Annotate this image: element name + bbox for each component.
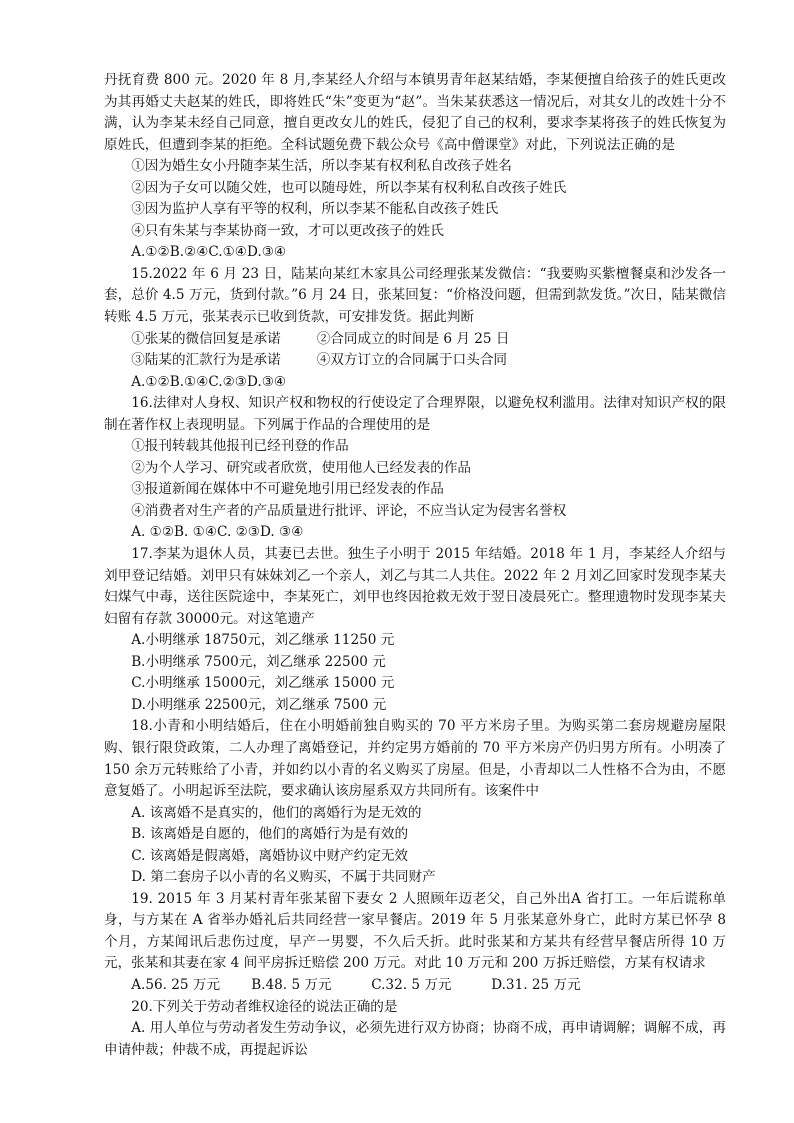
q19-option-d: D.31. 25 万元: [491, 976, 581, 993]
q15-options-row-1: [104, 329, 726, 351]
q17-option-c: C.小明继承 15000元，刘乙继承 15000 元: [131, 675, 395, 692]
q19-option-c: C.32. 5 万元: [371, 976, 452, 993]
q15-option-4: ④双方订立的合同属于口头合同: [316, 352, 508, 369]
q19-option-a: A.56. 25 万元: [131, 976, 221, 993]
q14-option-3: ③因为监护人享有平等的权利，所以李某不能私自改孩子姓氏: [131, 201, 499, 218]
q19-options-row: [104, 975, 726, 997]
q17-option-d: D.小明继承 22500元，刘乙继承 7500 元: [131, 696, 387, 713]
q15-option-1: ①张某的微信回复是承诺: [131, 330, 281, 347]
q15-options-row-2: [104, 350, 726, 372]
q16-stem: 16.法律对人身权、知识产权和物权的行使设定了合理界限，以避免权利滥用。法律对知识产权的限制在著作权上表现明显。下列属于作品的合理使用的是: [104, 395, 726, 433]
q18-stem: 18.小青和小明结婚后，住在小明婚前独自购买的 70 平方米房子里。为购买第二套房规避房屋限购、银行限贷政策，二人办理了离婚登记，并约定男方婚前的 70 平方米房产仍归男方所有。小明凑了 150 余万元转账给了小青，并如约以小青的名义购买了房屋。但是，小青却以二人性格不合为由，不愿意复婚了。小明起诉至法院，要求确认该房屋系双方共同所有。该案件中: [104, 718, 726, 800]
q20-option-a: A. 用人单位与劳动者发生劳动争议，必须先进行双方协商；协商不成，再申请调解；调解不成，再申请仲裁；仲裁不成，再提起诉讼: [104, 1020, 726, 1058]
q16-answers: A. ①②B. ①④C. ②③D. ③④: [131, 524, 304, 541]
q15-stem: 15.2022 年 6 月 23 日，陆某向某红木家具公司经理张某发微信：“我要购买紫檀餐桌和沙发各一套，总价 4.5 万元，货到付款。”6 月 24 日，张某回复：“价格没问题，但需到款发货。”次日，陆某微信转账 4.5 万元，张某表示已收到货款，可安排发货。据此判断: [104, 265, 726, 326]
q16-option-3: ③报道新闻在媒体中不可避免地引用已经发表的作品: [131, 481, 444, 498]
q14-option-2: ②因为子女可以随父姓，也可以随母姓，所以李某有权利私自改孩子姓氏: [131, 179, 567, 196]
q16-option-4: ④消费者对生产者的产品质量进行批评、评论，不应当认定为侵害名誉权: [131, 502, 567, 519]
q14-answers: A.①②B.②④C.①④D.③④: [131, 244, 287, 261]
q18-option-b: B. 该离婚是自愿的，他们的离婚行为是有效的: [131, 826, 409, 843]
q15-answers: A.①②B.①④C.②③D.③④: [131, 373, 287, 390]
q19-option-b: B.48. 5 万元: [251, 976, 332, 993]
q20-stem: 20.下列关于劳动者维权途径的说法正确的是: [131, 998, 398, 1015]
q15-option-2: ②合同成立的时间是 6 月 25 日: [316, 330, 510, 347]
q17-option-a: A.小明继承 18750元，刘乙继承 11250 元: [131, 632, 395, 649]
q17-stem: 17.李某为退休人员，其妻已去世。独生子小明于 2015 年结婚。2018 年 1 月，李某经人介绍与刘甲登记结婚。刘甲只有妹妹刘乙一个亲人，刘乙与其二人共住。2022 年 2 月刘乙回家时发现李某夫妇煤气中毒，送往医院途中，李某死亡，刘甲也终因抢救无效于翌日凌晨死亡。整理遗物时发现李某夫妇留有存款 30000元。对这笔遗产: [104, 546, 726, 627]
q19-stem: 19. 2015 年 3 月某村青年张某留下妻女 2 人照顾年迈老父，自己外出A 省打工。一年后谎称单身，与方某在 A 省举办婚礼后共同经营一家早餐店。2019 年 5 月张某意外身亡，此时方某已怀孕 8 个月，方某闻讯后悲伤过度，早产一男婴，不久后夭折。此时张某和方某共有经营早餐店所得 10 万元，张某和其妻在家 4 间平房拆迁赔偿 200 万元。对此 10 万元和 200 万拆迁赔偿，方某有权请求: [104, 890, 726, 972]
q18-option-c: C. 该离婚是假离婚，离婚协议中财产约定无效: [131, 847, 409, 864]
q16-option-2: ②为个人学习、研究或者欣赏，使用他人已经发表的作品: [131, 459, 472, 476]
q17-option-b: B.小明继承 7500元，刘乙继承 22500 元: [131, 653, 386, 670]
q18-option-a: A. 该离婚不是真实的，他们的离婚行为是无效的: [131, 804, 422, 821]
q14-option-1: ①因为婚生女小丹随李某生活，所以李某有权利私自改孩子姓名: [131, 158, 512, 175]
q18-option-d: D. 第二套房子以小青的名义购买，不属于共同财产: [131, 869, 436, 886]
q14-option-4: ④只有朱某与李某协商一致，才可以更改孩子的姓氏: [131, 222, 444, 239]
q15-option-3: ③陆某的汇款行为是承诺: [131, 352, 281, 369]
q16-option-1: ①报刊转载其他报刊已经刊登的作品: [131, 438, 349, 455]
q14-stem: 丹抚育费 800 元。2020 年 8 月,李某经人介绍与本镇男青年赵某结婚，李某便擅自给孩子的姓氏更改为其再婚丈夫赵某的姓氏，即将姓氏“朱”变更为“赵”。当朱某获悉这一情况后，对其女儿的改姓十分不满，认为李某未经自己同意，擅自更改女儿的姓氏，侵犯了自己的权利，要求李某将孩子的姓氏恢复为原姓氏，但遭到李某的拒绝。全科试题免费下载公众号《高中僧课堂》对此，下列说法正确的是: [104, 72, 726, 153]
